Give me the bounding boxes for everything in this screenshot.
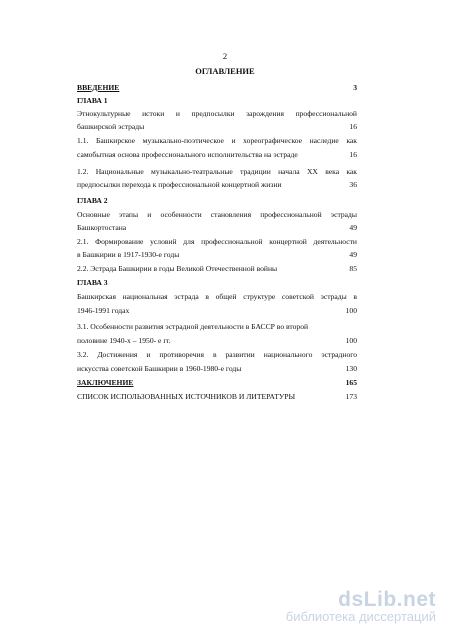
toc-entry: Этнокультурные истоки и предпосылки зарождения профессиональной: [77, 109, 357, 118]
toc-entry: 1.1. Башкирское музыкально-поэтическое и хореографическое наследие как: [77, 136, 357, 145]
toc-entry: самобытная основа профессионального исполнительства на эстраде 16: [77, 150, 357, 159]
toc-entry: 1.2. Национальные музыкально-театральные традиции начала XX века как: [77, 167, 357, 176]
toc-entry: ВВЕДЕНИЕ 3: [77, 83, 357, 92]
page-number: 2: [222, 51, 228, 61]
toc-entry: 2.2. Эстрада Башкирии в годы Великой Отечественной войны 85: [77, 264, 357, 273]
toc-entry: башкирской эстрады 16: [77, 122, 357, 131]
toc-entry: ГЛАВА 3: [77, 278, 108, 287]
toc-entry: 2.1. Формирование условий для профессиональной концертной деятельности: [77, 237, 357, 246]
toc-entry: ЗАКЛЮЧЕНИЕ 165: [77, 378, 357, 387]
toc-heading: ОГЛАВЛЕНИЕ: [195, 66, 255, 76]
toc-entry: СПИСОК ИСПОЛЬЗОВАННЫХ ИСТОЧНИКОВ И ЛИТЕРАТУРЫ 173: [77, 392, 357, 401]
toc-entry: ГЛАВА 1: [77, 96, 108, 105]
toc-entry: 1946-1991 годах 100: [77, 306, 357, 315]
toc-entry: Башкортостана 49: [77, 223, 357, 232]
toc-entry: Основные этапы и особенности становления профессиональной эстрады: [77, 210, 357, 219]
toc-entry: Башкирская национальная эстрада в общей структуре советской эстрады в: [77, 292, 357, 301]
toc-entry: предпосылки перехода к профессиональной концертной жизни 36: [77, 180, 357, 189]
toc-entry: 3.1. Особенности развития эстрадной деятельности в БАССР во второй: [77, 322, 309, 331]
toc-entry: 3.2. Достижения и противоречия в развитии национального эстрадного: [77, 350, 357, 359]
toc-entry: ГЛАВА 2: [77, 196, 108, 205]
watermark-subtitle: библиотека диссертаций: [285, 609, 436, 624]
toc-entry: в Башкирии в 1917-1930-е годы 49: [77, 250, 357, 259]
watermark-logo: dsLib.net: [338, 588, 436, 611]
toc-entry: искусства советской Башкирии в 1960-1980-е годы 130: [77, 364, 357, 373]
toc-entry: половине 1940-х – 1950- е гг. 100: [77, 336, 357, 345]
